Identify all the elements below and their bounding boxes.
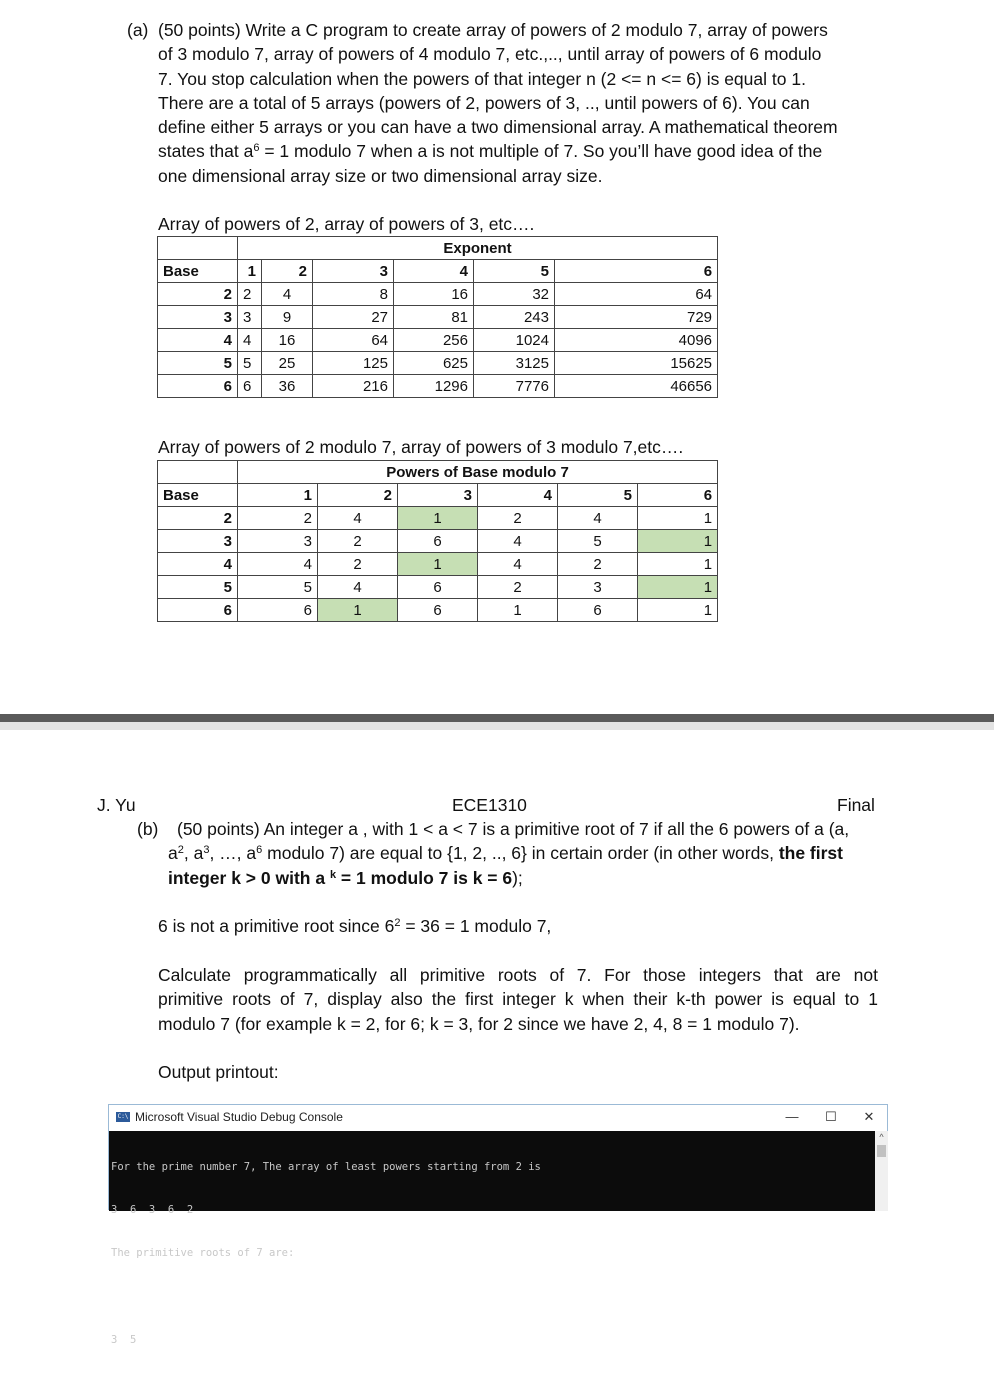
table-row [158, 329, 718, 352]
table1-base-cell: 6 [158, 375, 238, 398]
table2-value-cell: 4 [478, 553, 558, 576]
table2-highlight-cell: 1 [318, 599, 398, 622]
part-a-text [158, 18, 898, 188]
table2-exponent-header: 4 [478, 484, 558, 507]
calc-line-2: primitive roots of 7, display also the first integer k when their k-th power is equal to 1 [158, 989, 878, 1010]
table2-exponent-header: 2 [318, 484, 398, 507]
table2-value-cell: 6 [398, 599, 478, 622]
part-a-line-4: There are a total of 5 arrays (powers of 2, powers of 3, .., until powers of 6). You can [158, 92, 810, 113]
table1-value-cell: 256 [394, 329, 474, 352]
table-row [158, 576, 718, 599]
close-button[interactable]: ✕ [863, 1109, 875, 1124]
console-line: 3 5 [111, 1333, 137, 1346]
table1-value-cell: 64 [555, 283, 718, 306]
part-a-line-7: one dimensional array size or two dimensional array size. [158, 165, 603, 186]
table1-value-cell: 1024 [474, 329, 555, 352]
table2-value-cell: 2 [238, 507, 318, 530]
primitive-root-note: 6 is not a primitive root since $6^2 = 36 = 1$ modulo 7, [158, 916, 552, 936]
table1-value-cell: 1296 [394, 375, 474, 398]
table2-highlight-cell: 1 [638, 576, 718, 599]
table1-value-cell: 7776 [474, 375, 555, 398]
table2-base-cell: 4 [158, 553, 238, 576]
part-b-label: (b) [137, 819, 159, 839]
table2-value-cell: 1 [638, 507, 718, 530]
table1-value-cell: 625 [394, 352, 474, 375]
maximize-button[interactable]: ☐ [825, 1109, 837, 1124]
table2-highlight-cell: 1 [398, 507, 478, 530]
console-title-bar[interactable] [109, 1105, 887, 1131]
table2-exponent-header: 6 [638, 484, 718, 507]
page-break-bar [0, 714, 994, 722]
table-row [158, 599, 718, 622]
table1-value-cell: 46656 [555, 375, 718, 398]
table2-exponent-header: 1 [238, 484, 318, 507]
table1-value-cell: 2 [238, 283, 262, 306]
table2-value-cell: 5 [558, 530, 638, 553]
debug-console-window[interactable] [108, 1104, 888, 1346]
table1-exponent-header: 5 [474, 260, 555, 283]
table2-value-cell: 6 [398, 530, 478, 553]
table2-base-header: Base [158, 484, 238, 507]
table1-exponent-header: 2 [262, 260, 313, 283]
part-a-line-2: of 3 modulo 7, array of powers of 4 modulo 7, etc.,.., until array of powers of 6 modulo [158, 44, 822, 65]
table1-exponent-header: 6 [555, 260, 718, 283]
part-b-line-1: (50 points) An integer a , with 1 < a < 7 is a primitive root of 7 if all the 6 powers of a (a, [177, 819, 850, 839]
table1-value-cell: 9 [262, 306, 313, 329]
table1-value-cell: 3125 [474, 352, 555, 375]
table2-highlight-cell: 1 [398, 553, 478, 576]
table2-exponent-header: 5 [558, 484, 638, 507]
powers-table [157, 236, 718, 398]
table2-base-cell: 5 [158, 576, 238, 599]
table2-value-cell: 1 [638, 553, 718, 576]
table2-value-cell: 2 [318, 530, 398, 553]
part-b-line-2: $a^2$, $a^3$, …, $a^6$ modulo 7) are equal to {1, 2, .., 6} in certain order (in other words, the first [168, 843, 843, 864]
table1-value-cell: 25 [262, 352, 313, 375]
table1-value-cell: 64 [313, 329, 394, 352]
table1-value-cell: 4 [262, 283, 313, 306]
table1-exponent-header: 3 [313, 260, 394, 283]
console-output [109, 1131, 875, 1346]
table2-value-cell: 6 [558, 599, 638, 622]
table1-value-cell: 6 [238, 375, 262, 398]
part-a-line-6: states that $a^6 = 1$ modulo 7 when a is not multiple of 7. So you’ll have good idea of the [158, 141, 823, 162]
calc-line-1: Calculate programmatically all primitive roots of 7. For those integers that are not [158, 965, 878, 985]
table2-value-cell: 6 [238, 599, 318, 622]
table2-value-cell: 4 [318, 507, 398, 530]
table2-exponent-header: 3 [398, 484, 478, 507]
table2-value-cell: 4 [558, 507, 638, 530]
console-line: The primitive roots of 7 are: [111, 1247, 295, 1260]
table-row [158, 553, 718, 576]
table1-base-cell: 3 [158, 306, 238, 329]
output-label: Output printout: [158, 1062, 279, 1082]
header-course: ECE1310 [452, 795, 527, 815]
table1-value-cell: 8 [313, 283, 394, 306]
table2-group-header: Powers of Base modulo 7 [238, 461, 718, 484]
table2-caption: Array of powers of 2 modulo 7, array of powers of 3 modulo 7,etc…. [158, 437, 684, 457]
part-b-line-3: integer k > 0 with a $^k$ = 1 modulo 7 is k = 6); [168, 867, 523, 888]
table2-value-cell: 4 [318, 576, 398, 599]
part-a-line-5: define either 5 arrays or you can have a two dimensional array. A mathematical theorem [158, 117, 838, 138]
table1-value-cell: 729 [555, 306, 718, 329]
table2-base-cell: 6 [158, 599, 238, 622]
table2-value-cell: 3 [238, 530, 318, 553]
table-row [158, 352, 718, 375]
table1-exponent-header: 4 [394, 260, 474, 283]
table1-value-cell: 243 [474, 306, 555, 329]
table1-value-cell: 3 [238, 306, 262, 329]
console-line: 3 6 3 6 2 [111, 1204, 194, 1217]
table1-value-cell: 4096 [555, 329, 718, 352]
table2-highlight-cell: 1 [638, 530, 718, 553]
table-row [158, 507, 718, 530]
table1-value-cell: 15625 [555, 352, 718, 375]
table-row [158, 375, 718, 398]
table2-value-cell: 2 [558, 553, 638, 576]
scroll-thumb[interactable] [877, 1145, 886, 1157]
table2-value-cell: 5 [238, 576, 318, 599]
console-line: For the prime number 7, The array of least powers starting from 2 is [111, 1160, 541, 1173]
table1-value-cell: 5 [238, 352, 262, 375]
table-row [158, 306, 718, 329]
modulo-table [157, 460, 718, 622]
table1-value-cell: 16 [262, 329, 313, 352]
table1-value-cell: 36 [262, 375, 313, 398]
table1-value-cell: 27 [313, 306, 394, 329]
table1-value-cell: 16 [394, 283, 474, 306]
console-line [111, 1289, 875, 1303]
table1-base-cell: 2 [158, 283, 238, 306]
scroll-up-arrow-icon[interactable]: ^ [879, 1132, 884, 1142]
header-exam: Final [837, 795, 875, 815]
table2-base-cell: 3 [158, 530, 238, 553]
table-row [158, 530, 718, 553]
table2-value-cell: 6 [398, 576, 478, 599]
table-row [158, 283, 718, 306]
table1-value-cell: 81 [394, 306, 474, 329]
table2-value-cell: 1 [638, 599, 718, 622]
console-title: Microsoft Visual Studio Debug Console [135, 1110, 343, 1124]
table2-value-cell: 4 [478, 530, 558, 553]
table1-value-cell: 4 [238, 329, 262, 352]
calc-line-3: modulo 7 (for example k = 2, for 6; k = 3, for 2 since we have 2, 4, 8 = 1 modulo 7). [158, 1013, 800, 1034]
table2-value-cell: 4 [238, 553, 318, 576]
table2-value-cell: 3 [558, 576, 638, 599]
calc-instructions [158, 963, 878, 1036]
header-author: J. Yu [97, 795, 136, 815]
part-a-label: (a) [127, 20, 149, 40]
table1-value-cell: 125 [313, 352, 394, 375]
console-scrollbar[interactable] [875, 1131, 888, 1211]
table1-base-header: Base [158, 260, 238, 283]
table2-base-cell: 2 [158, 507, 238, 530]
table1-group-header: Exponent [238, 237, 718, 260]
table1-base-cell: 4 [158, 329, 238, 352]
console-app-icon: C:\ [117, 1113, 129, 1120]
part-a-line-1: (50 points) Write a C program to create array of powers of 2 modulo 7, array of powers [158, 20, 828, 40]
minimize-button[interactable]: — [785, 1109, 799, 1124]
part-b-text [168, 817, 898, 890]
table1-exponent-header: 1 [238, 260, 262, 283]
table1-value-cell: 32 [474, 283, 555, 306]
table2-value-cell: 1 [478, 599, 558, 622]
table2-value-cell: 2 [318, 553, 398, 576]
page-break-shadow [0, 722, 994, 730]
table2-value-cell: 2 [478, 507, 558, 530]
table1-caption: Array of powers of 2, array of powers of 3, etc…. [158, 214, 535, 234]
table1-base-cell: 5 [158, 352, 238, 375]
table1-value-cell: 216 [313, 375, 394, 398]
part-a-line-3: 7. You stop calculation when the powers of that integer n (2 <= n <= 6) is equal to 1. [158, 68, 806, 89]
table2-value-cell: 2 [478, 576, 558, 599]
